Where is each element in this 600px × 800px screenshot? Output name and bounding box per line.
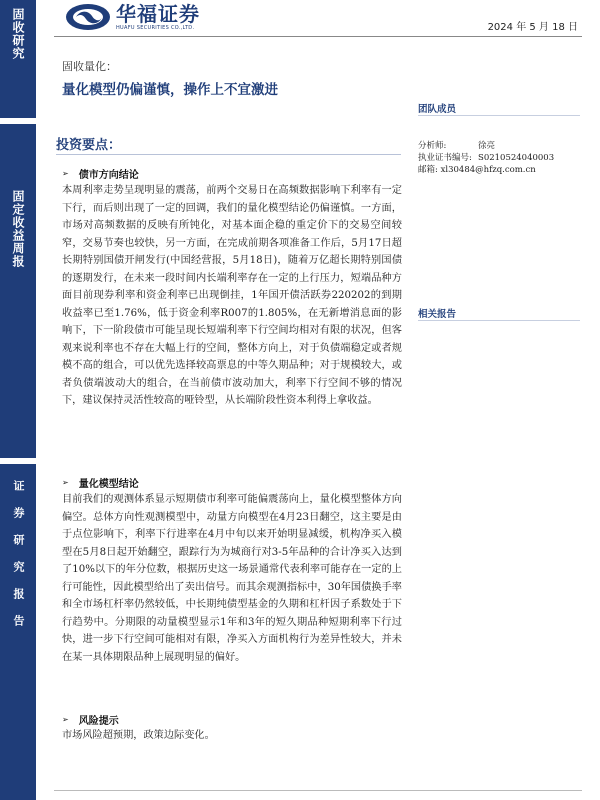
cert-label: 执业证书编号: — [418, 153, 472, 163]
report-title: 量化模型仍偏谨慎，操作上不宜激进 — [62, 82, 278, 98]
header-divider — [54, 36, 582, 37]
section-body-quant-model: 目前我们的观测体系显示短期债市利率可能偏震荡向上，量化模型整体方向偏空。总体方向性观测模型中，动量方向模型在4月23日翻空，这主要是由于点位影响下，利率下行进率在4月中旬以来开始明显减缓，机构净买入模型在5月8日起开始翻空，跟踪行为为城商行对3-5年品种的合计净买入达到了10%以下的年分位数，根据历史这一场景通常代表利率可能存在一定的上行可能性，因此模型给出了卖出信号。而其余观测指标中，30年国债换手率和全市场杠杆率仍然较低，中长期纯债型基金的久期和杠杆因子系数处于下行趋势中。分期限的动量模型显示1年和3年的短久期品种短期利率下行过快，进一步下行空间可能相对有限，净买入方面机构行为差异性较大，并未在某一具体期限品种上展现明显的偏好。 — [62, 494, 402, 663]
section-heading-bond-direction — [62, 166, 139, 181]
sidebar-report-type-block — [0, 124, 36, 458]
section-heading-label: 风险提示 — [78, 716, 119, 727]
logo-english-name: HUAFU SECURITIES CO.,LTD. — [116, 25, 195, 31]
bullet-arrow-icon: ➢ — [62, 169, 69, 178]
email-label: 邮箱: — [418, 165, 438, 175]
team-section-title: 团队成员 — [418, 104, 457, 115]
bullet-arrow-icon: ➢ — [62, 715, 69, 724]
analyst-label: 分析师: — [418, 141, 447, 151]
cert-number: S0210524040003 — [478, 153, 555, 163]
sidebar-category-label: 固收研究 — [11, 8, 25, 60]
analyst-info — [418, 140, 554, 176]
report-category: 固收量化： — [62, 60, 117, 73]
sidebar-report-kind-label: 证券研究报告 — [12, 480, 25, 642]
company-logo — [64, 2, 200, 32]
key-points-divider — [56, 154, 401, 155]
bullet-arrow-icon: ➢ — [62, 478, 69, 487]
section-heading-risk — [62, 712, 119, 727]
section-heading-label: 债市方向结论 — [78, 170, 139, 181]
analyst-name: 徐亮 — [478, 141, 496, 151]
huafu-logo-icon — [64, 2, 112, 32]
footer-divider — [54, 790, 582, 791]
team-section-divider — [418, 115, 580, 116]
sidebar-category-block — [0, 0, 36, 118]
sidebar-report-type-label: 固定收益周报 — [11, 190, 25, 268]
section-body-risk: 市场风险超预期，政策边际变化。 — [62, 730, 215, 741]
section-heading-label: 量化模型结论 — [78, 479, 139, 490]
key-points-title: 投资要点： — [56, 138, 122, 153]
section-heading-quant-model — [62, 475, 139, 490]
analyst-email[interactable]: xl30484@hfzq.com.cn — [440, 165, 536, 175]
related-reports-divider — [418, 320, 580, 321]
sidebar-report-kind-block — [0, 464, 36, 800]
logo-chinese-name: 华福证券 — [116, 2, 200, 26]
left-sidebar — [0, 0, 36, 800]
report-date: 2024 年 5 月 18 日 — [487, 22, 578, 33]
section-body-bond-direction: 本周利率走势呈现明显的震荡，前两个交易日在高频数据影响下利率有一定下行，而后则出现了一定的回调，我们的量化模型结论仍偏谨慎。一方面，市场对高频数据的反映有所钝化，对基本面企稳的重定价下的交易空间较窄，交易节奏也较快，另一方面，在完成前期各项准备工作后，5月17日超长期特别国债开闸发行(中国经营报，5月18日)，随着万亿超长期特别国债的逐期发行，在未来一段时间内长端利率存在一定的上行压力，短端品种方面目前现券利率和资金利率已出现倒挂，1年国开债活跃券220202的到期收益率已至1.76%，低于资金利率R007的1.805%，在无新增消息面的影响下，下一阶段债市可能呈现长短端利率下行空间均相对有限的状况，但客观来说利率也不存在大幅上行的空间，整体方向上，对于负债端稳定或者规模不高的组合，可以优先选择较高票息的中等久期品种；对于规模较大，或者负债端波动大的组合，在当前债市波动加大，利率下行空间不够的情况下，建议保持灵活性较高的哑铃型，从长端阶段性资本利得上拿收益。 — [62, 185, 402, 406]
related-reports-title: 相关报告 — [418, 309, 457, 320]
